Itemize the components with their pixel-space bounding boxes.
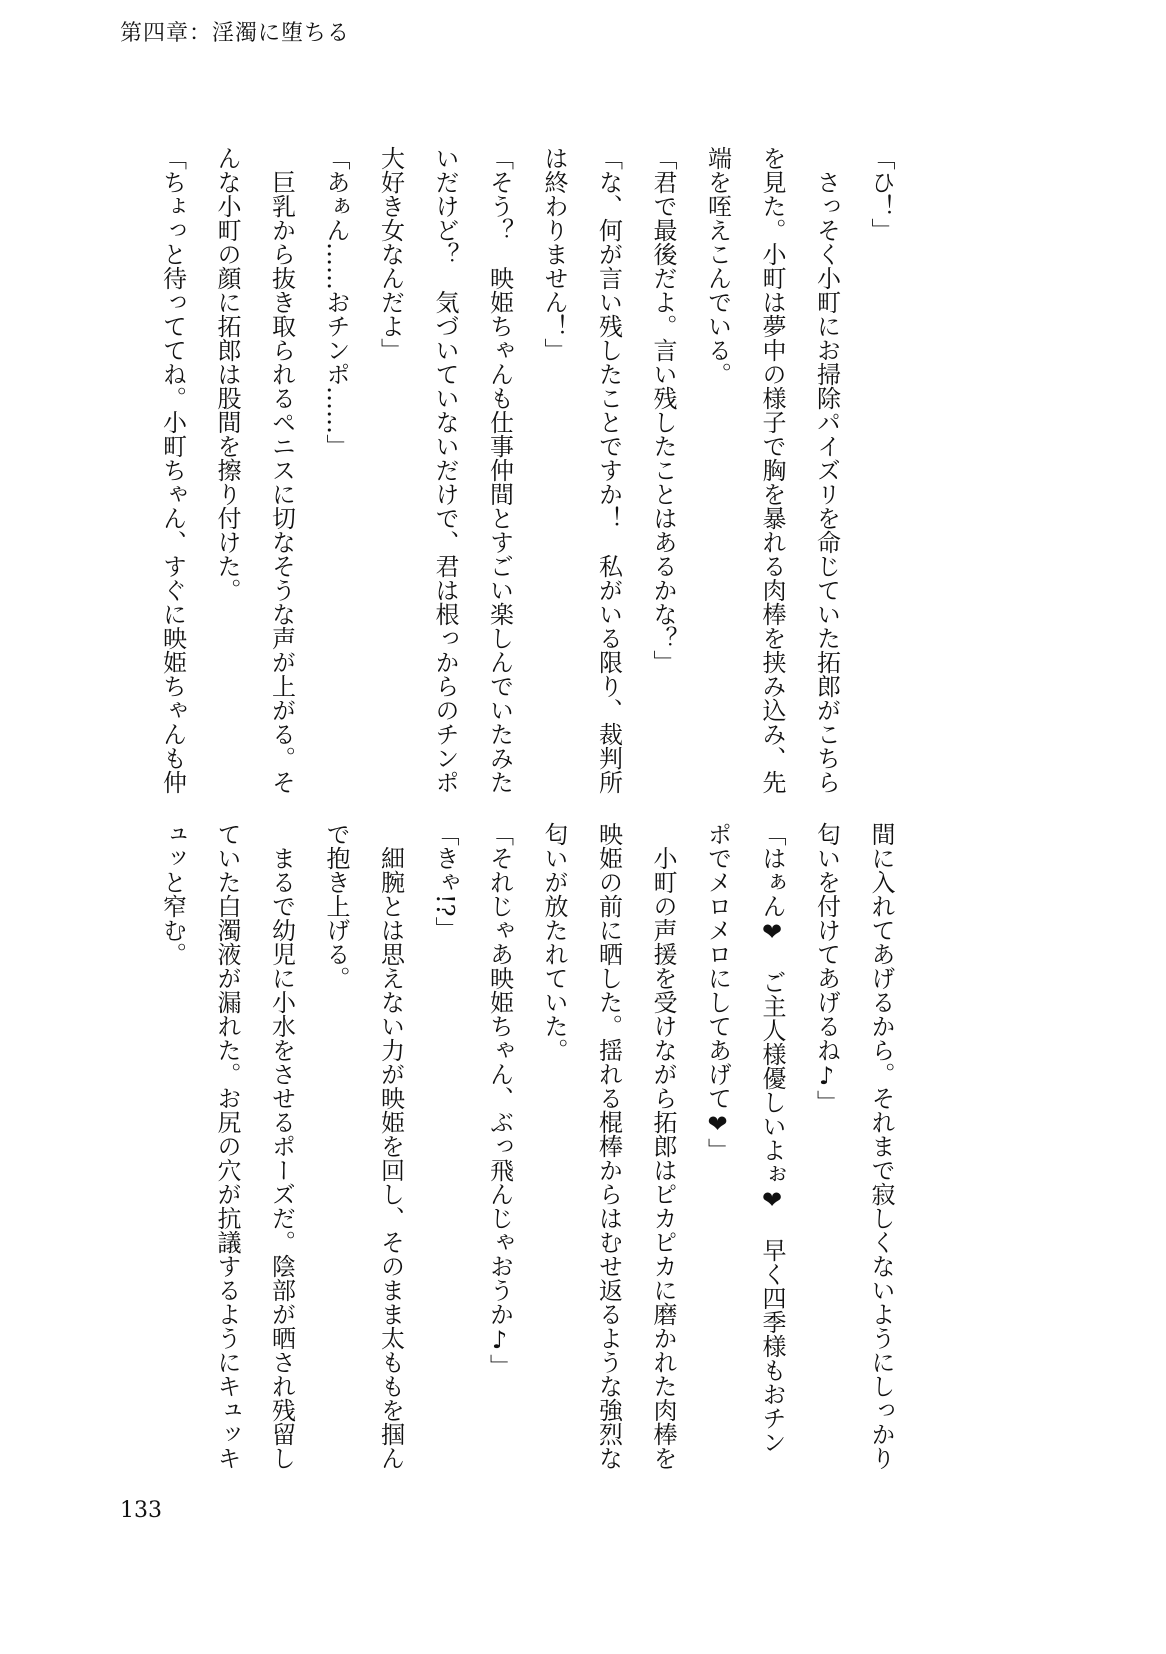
text-block-lower	[148, 822, 908, 1470]
text-line: 巨乳から抜き取られるペニスに切なそうな声が上がる。そ	[267, 146, 296, 794]
text-line: は終わりません！」	[540, 146, 568, 362]
text-line: 匂いが放たれていた。	[540, 822, 568, 1062]
text-line: ポでメロメロにしてあげて❤」	[703, 822, 732, 1162]
text-line: 「あぁん……おチンポ……」	[322, 146, 350, 458]
text-line: いだけど？ 気づいていないだけで、君は根っからのチンポ	[431, 146, 459, 794]
text-line: 匂いを付けてあげるね♪」	[812, 822, 841, 1114]
text-line: 「ちょっと待っててね。小町ちゃん、すぐに映姫ちゃんも仲	[158, 146, 187, 794]
chapter-header: 第四章：淫濁に堕ちる	[120, 21, 351, 46]
text-line: ていた白濁液が漏れた。お尻の穴が抗議するようにキュッキ	[213, 822, 241, 1470]
text-line: 「はぁん❤ ご主人様優しいよぉ❤ 早く四季様もおチン	[758, 822, 786, 1454]
text-line: 「それじゃあ映姫ちゃん、ぶっ飛んじゃおうか♪」	[485, 822, 514, 1378]
text-line: 「君で最後だよ。言い残したことはあるかな？」	[649, 146, 677, 674]
text-line: 映姫の前に晒した。揺れる棍棒からはむせ返るような強烈な	[594, 822, 623, 1470]
text-line: まるで幼児に小水をさせるポーズだ。陰部が晒され残留し	[267, 822, 296, 1470]
text-line: 「ひ！」	[867, 146, 895, 242]
text-block-upper	[148, 146, 908, 794]
text-line: 「な、何が言い残したことですか！ 私がいる限り、裁判所	[594, 146, 623, 794]
text-line: 大好き女なんだよ」	[376, 146, 405, 362]
text-line: で抱き上げる。	[322, 822, 350, 990]
text-line: 細腕とは思えない力が映姫を回し、そのまま太ももを掴ん	[376, 822, 405, 1470]
text-line: 「そう？ 映姫ちゃんも仕事仲間とすごい楽しんでいたみた	[485, 146, 514, 794]
text-line: を見た。小町は夢中の様子で胸を暴れる肉棒を挟み込み、先	[758, 146, 786, 794]
text-line: ュッと窄む。	[158, 822, 187, 966]
text-line: 小町の声援を受けながら拓郎はピカピカに磨かれた肉棒を	[649, 822, 677, 1470]
text-line: 端を咥えこんでいる。	[703, 146, 732, 386]
text-line: 間に入れてあげるから。それまで寂しくないようにしっかり	[867, 822, 895, 1470]
text-line: さっそく小町にお掃除パイズリを命じていた拓郎がこちら	[812, 146, 841, 794]
text-line: んな小町の顔に拓郎は股間を擦り付けた。	[213, 146, 241, 602]
text-line: 「きゃ!?」	[431, 822, 459, 941]
page-number: 133	[120, 1498, 162, 1523]
